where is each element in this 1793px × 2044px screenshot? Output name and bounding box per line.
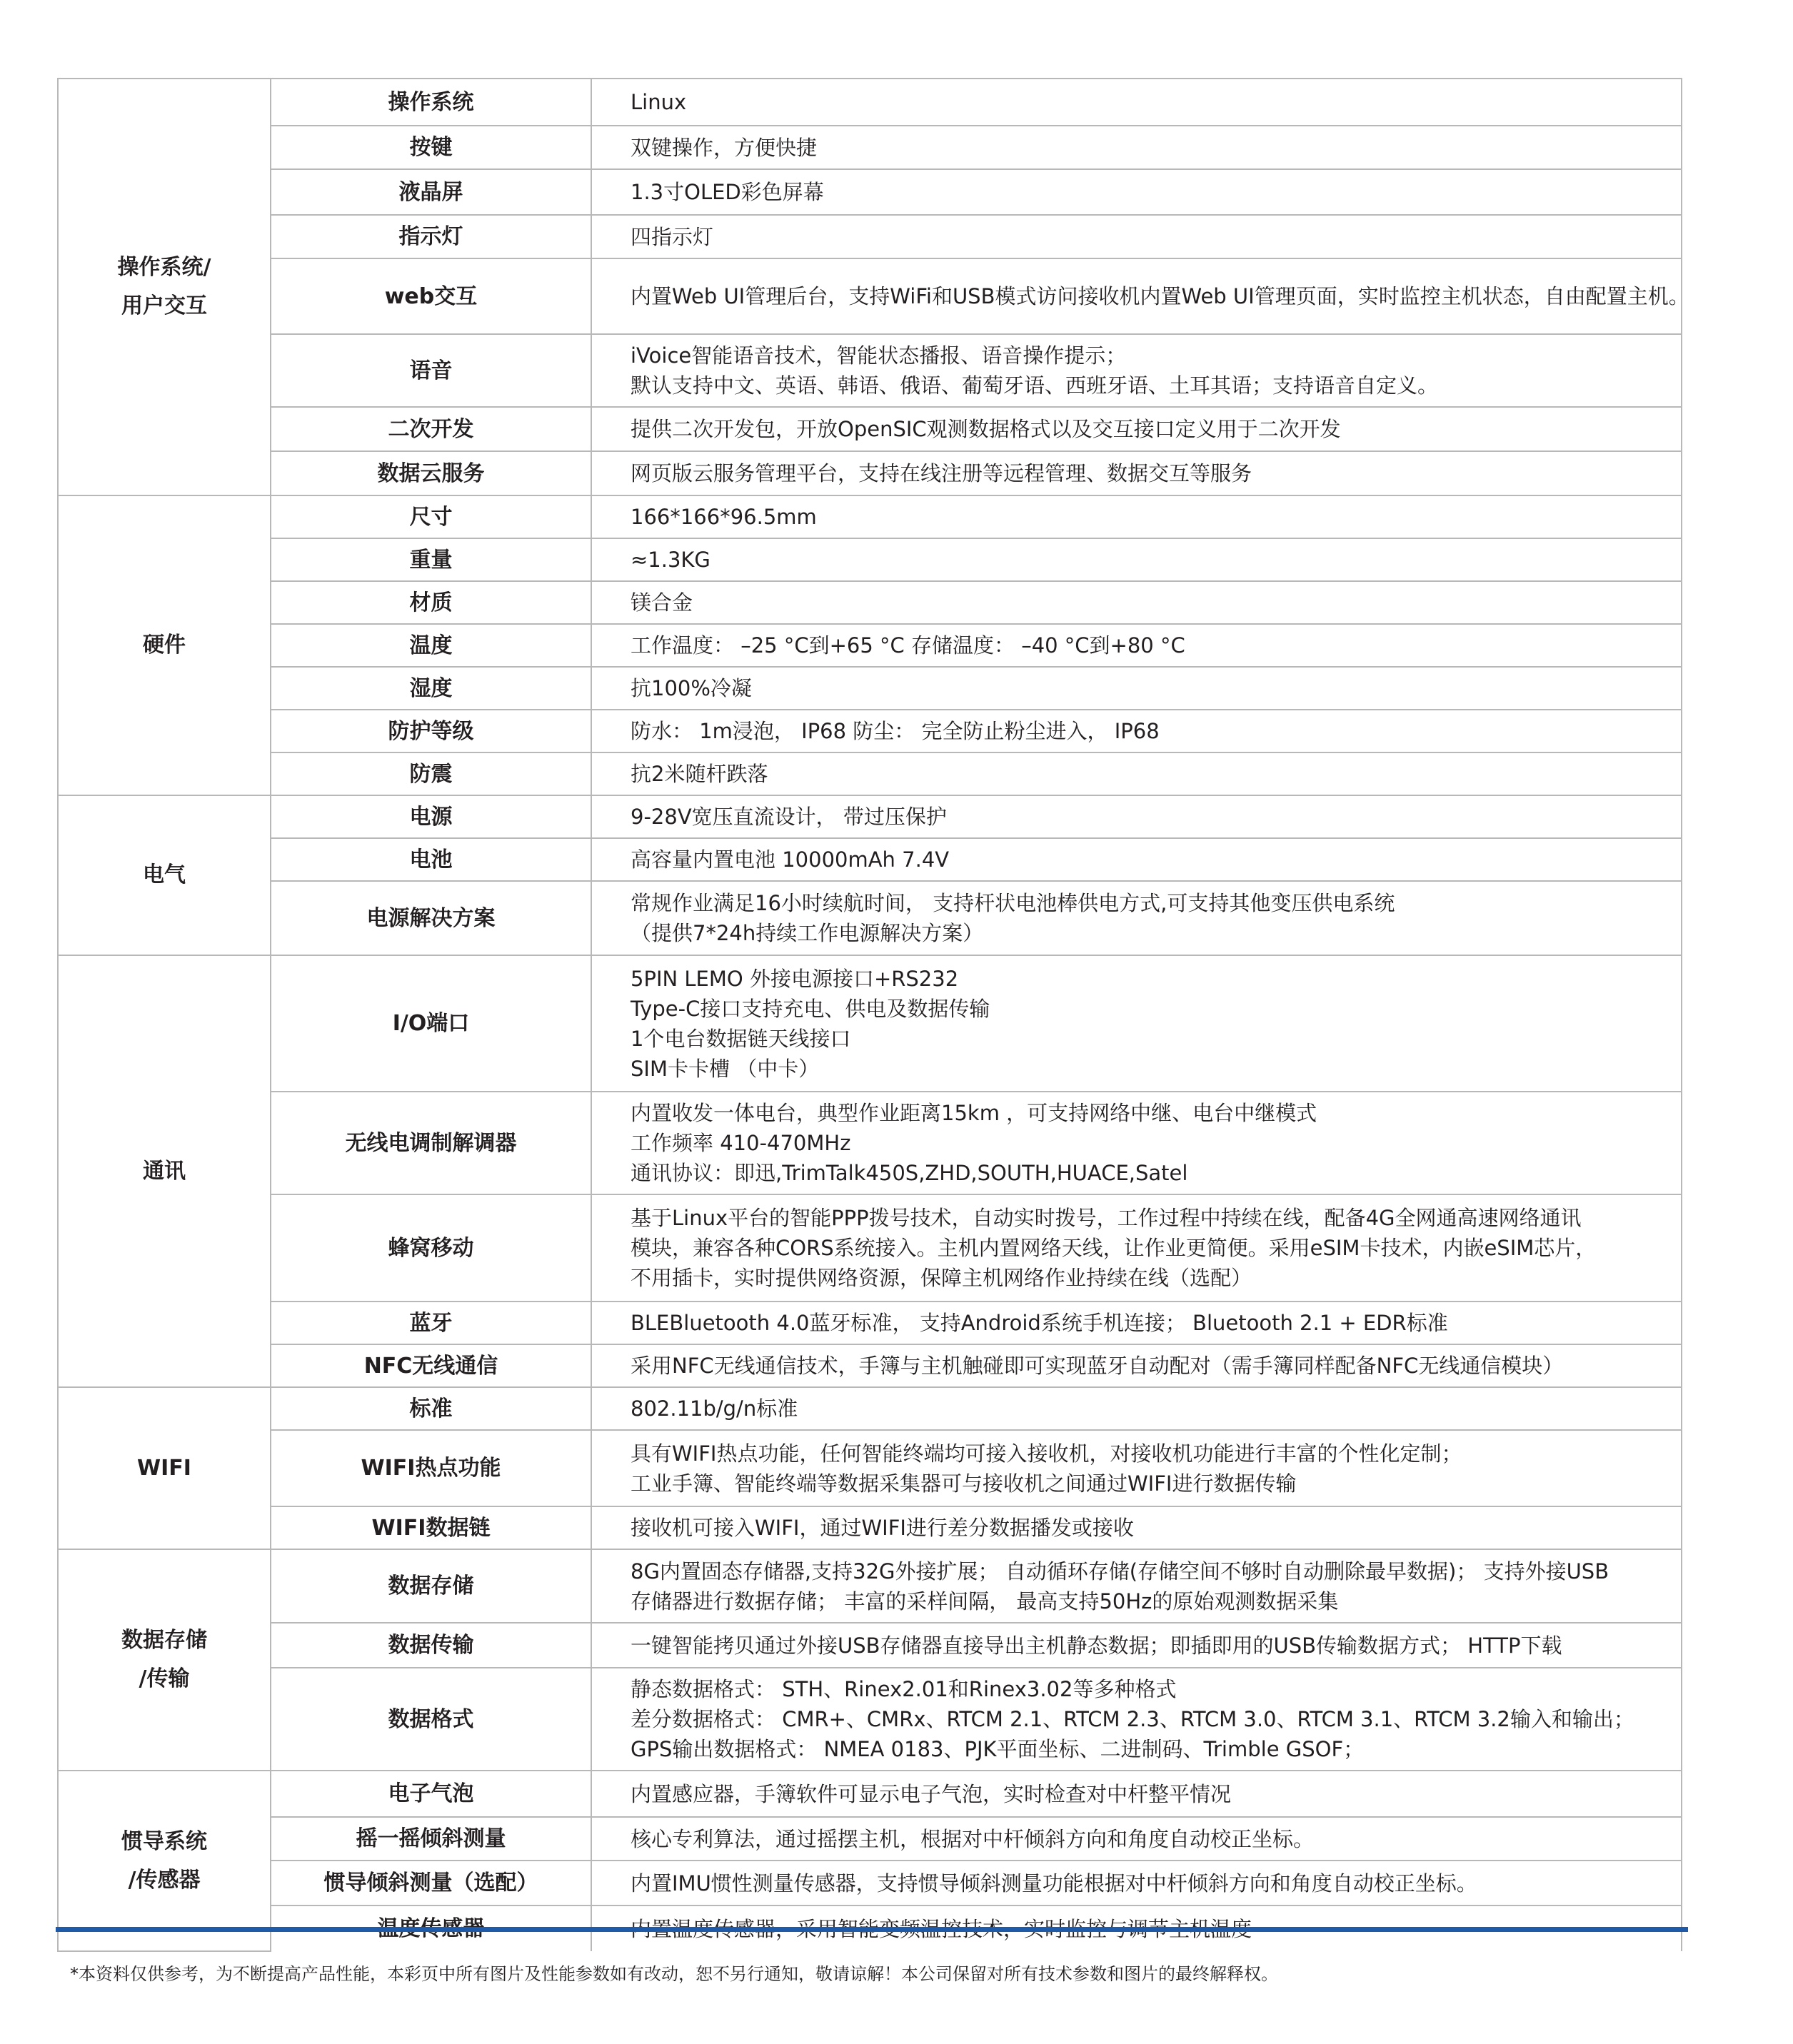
spec-category-label: WIFI xyxy=(137,1455,191,1481)
spec-category xyxy=(58,1549,271,1771)
spec-row xyxy=(58,838,1682,881)
spec-value xyxy=(591,215,1682,258)
spec-category xyxy=(58,495,271,795)
spec-value-line: 1.3寸OLED彩色屏幕 xyxy=(631,180,824,204)
spec-name xyxy=(271,451,591,495)
spec-name xyxy=(271,667,591,710)
spec-value-line: 内置感应器，手簿软件可显示电子气泡，实时检查对中杆整平情况 xyxy=(631,1781,1232,1806)
spec-name xyxy=(271,1302,591,1344)
spec-row xyxy=(58,1430,1682,1506)
spec-row xyxy=(58,1506,1682,1549)
spec-row xyxy=(58,1387,1682,1430)
spec-value xyxy=(591,1549,1682,1623)
spec-name xyxy=(271,1623,591,1668)
spec-name xyxy=(271,1344,591,1387)
spec-value xyxy=(591,258,1689,334)
spec-value-line: 接收机可接入WIFI，通过WIFI进行差分数据播发或接收 xyxy=(631,1516,1134,1540)
spec-row xyxy=(58,624,1682,667)
spec-name xyxy=(271,1430,591,1506)
spec-name xyxy=(271,795,591,838)
spec-table-body xyxy=(58,79,1689,1951)
spec-value-line: 防水： 1m浸泡， IP68 防尘： 完全防止粉尘进入， IP68 xyxy=(631,719,1160,743)
spec-value-line: 工作频率 410-470MHz xyxy=(631,1131,851,1155)
spec-value-line: 差分数据格式： CMR+、CMRx、RTCM 2.1、RTCM 2.3、RTCM 3.0、RTCM 3.1、RTCM 3.2输入和输出； xyxy=(631,1707,1634,1731)
spec-category xyxy=(58,1387,271,1549)
spec-value xyxy=(591,624,1682,667)
spec-name xyxy=(271,1092,591,1194)
spec-name-label: 电子气泡 xyxy=(388,1781,474,1806)
spec-row xyxy=(58,258,1682,334)
spec-name-label: 蜂窝移动 xyxy=(388,1235,474,1261)
spec-value xyxy=(591,1194,1682,1302)
spec-name xyxy=(271,495,591,538)
spec-value-line: 工作温度： –25 °C到+65 °C 存储温度： –40 °C到+80 °C xyxy=(631,633,1185,658)
spec-category-label: 通讯 xyxy=(143,1158,186,1184)
spec-name xyxy=(271,752,591,795)
spec-row xyxy=(58,581,1682,624)
spec-value xyxy=(591,538,1682,581)
spec-value xyxy=(591,667,1682,710)
spec-category-label: 操作系统/ 用户交互 xyxy=(117,255,211,318)
spec-category xyxy=(58,795,271,955)
spec-name xyxy=(271,1668,591,1771)
spec-value xyxy=(591,1344,1682,1387)
spec-category-label: 数据存储 /传输 xyxy=(121,1628,207,1691)
spec-value-line: ≈1.3KG xyxy=(631,548,710,572)
spec-name-label: 液晶屏 xyxy=(398,179,463,205)
spec-name xyxy=(271,881,591,955)
spec-row xyxy=(58,169,1682,215)
spec-name xyxy=(271,1506,591,1549)
spec-value-line: 高容量内置电池 10000mAh 7.4V xyxy=(631,847,950,872)
spec-name xyxy=(271,1194,591,1302)
spec-value xyxy=(591,795,1682,838)
spec-value xyxy=(591,169,1682,215)
spec-row xyxy=(58,795,1682,838)
spec-name xyxy=(271,126,591,169)
spec-name-label: 操作系统 xyxy=(388,89,474,115)
spec-name xyxy=(271,1387,591,1430)
spec-value xyxy=(591,710,1682,752)
spec-value xyxy=(591,881,1682,955)
spec-name-label: 惯导倾斜测量（选配） xyxy=(323,1871,538,1896)
spec-value xyxy=(591,1430,1682,1506)
spec-value xyxy=(591,334,1682,407)
spec-name xyxy=(271,955,591,1092)
spec-value-line: 抗100%冷凝 xyxy=(631,676,752,700)
spec-value-line: 通讯协议：即迅,TrimTalk450S,ZHD,SOUTH,HUACE,Satel xyxy=(631,1161,1188,1185)
spec-category xyxy=(58,955,271,1387)
spec-value-line: 8G内置固态存储器,支持32G外接扩展； 自动循环存储(存储空间不够时自动删除最早数据)； 支持外接USB xyxy=(631,1559,1609,1584)
spec-row xyxy=(58,752,1682,795)
spec-name-label: 摇一摇倾斜测量 xyxy=(356,1826,506,1851)
spec-name-label: 防护等级 xyxy=(388,718,474,744)
spec-value-line: 内置Web UI管理后台，支持WiFi和USB模式访问接收机内置Web UI管理页面，实时监控主机状态，自由配置主机。 xyxy=(631,284,1689,308)
spec-name xyxy=(271,1817,591,1861)
spec-value xyxy=(591,1861,1682,1905)
spec-name-label: 二次开发 xyxy=(388,416,474,442)
spec-name-label: 电源解决方案 xyxy=(366,905,496,931)
spec-row xyxy=(58,1344,1682,1387)
spec-name xyxy=(271,710,591,752)
spec-value-line: 5PIN LEMO 外接电源接口+RS232 xyxy=(631,966,959,991)
spec-value-line: 9-28V宽压直流设计， 带过压保护 xyxy=(631,805,947,829)
spec-row xyxy=(58,79,1682,126)
spec-value xyxy=(591,451,1682,495)
spec-value-line: GPS输出数据格式： NMEA 0183、PJK平面坐标、二进制码、Trimble GSOF； xyxy=(631,1737,1365,1761)
spec-value-line: 采用NFC无线通信技术，手簿与主机触碰即可实现蓝牙自动配对（需手簿同样配备NFC无线通信模块） xyxy=(631,1354,1564,1378)
spec-name-label: 蓝牙 xyxy=(409,1310,453,1336)
spec-value-line: 工业手簿、智能终端等数据采集器可与接收机之间通过WIFI进行数据传输 xyxy=(631,1471,1297,1496)
spec-value-line: 具有WIFI热点功能，任何智能终端均可接入接收机，对接收机功能进行丰富的个性化定制； xyxy=(631,1441,1462,1466)
spec-name-label: 按键 xyxy=(409,135,453,160)
spec-name-label: 电池 xyxy=(409,847,453,872)
spec-name xyxy=(271,79,591,126)
spec-value xyxy=(591,495,1682,538)
spec-row xyxy=(58,955,1682,1092)
spec-value-line: 常规作业满足16小时续航时间， 支持杆状电池棒供电方式,可支持其他变压供电系统 xyxy=(631,891,1395,915)
spec-row xyxy=(58,1771,1682,1817)
spec-row xyxy=(58,1549,1682,1623)
spec-name-label: 指示灯 xyxy=(398,224,463,249)
spec-value-line: 默认支持中文、英语、韩语、俄语、葡萄牙语、西班牙语、土耳其语；支持语音自定义。 xyxy=(631,373,1439,398)
spec-name-label: 语音 xyxy=(409,358,453,383)
spec-name-label: 数据云服务 xyxy=(377,460,485,486)
spec-name-label: 湿度 xyxy=(409,675,453,701)
spec-row xyxy=(58,334,1682,407)
disclaimer-note: *本资料仅供参考，为不断提高产品性能，本彩页中所有图片及性能参数如有改动，恕不另行通知，敬请谅解！本公司保留对所有技术参数和图片的最终解释权。 xyxy=(70,1964,1278,1984)
spec-name-label: 防震 xyxy=(409,761,453,787)
spec-name-label: web交互 xyxy=(384,283,478,309)
spec-row xyxy=(58,495,1682,538)
spec-value xyxy=(591,407,1682,451)
spec-name-label: WIFI热点功能 xyxy=(361,1456,501,1481)
spec-value-line: 模块，兼容各种CORS系统接入。主机内置网络天线，让作业更简便。采用eSIM卡技术，内嵌eSIM芯片， xyxy=(631,1236,1597,1260)
spec-value-line: 内置IMU惯性测量传感器，支持惯导倾斜测量功能根据对中杆倾斜方向和角度自动校正坐标。 xyxy=(631,1871,1477,1896)
spec-value-line: 166*166*96.5mm xyxy=(631,505,817,529)
spec-name-label: 标准 xyxy=(409,1396,453,1421)
spec-value-line: 四指示灯 xyxy=(631,224,714,249)
spec-name-label: 数据存储 xyxy=(388,1574,474,1599)
spec-value-line: 一键智能拷贝通过外接USB存储器直接导出主机静态数据；即插即用的USB传输数据方式； HTTP下载 xyxy=(631,1633,1562,1658)
spec-row xyxy=(58,407,1682,451)
spec-name xyxy=(271,169,591,215)
spec-name-label: 重量 xyxy=(409,547,453,573)
spec-name-label: WIFI数据链 xyxy=(371,1515,491,1541)
spec-category-label: 电气 xyxy=(143,862,186,887)
spec-row xyxy=(58,667,1682,710)
spec-value-line: 提供二次开发包，开放OpenSIC观测数据格式以及交互接口定义用于二次开发 xyxy=(631,417,1341,441)
spec-value xyxy=(591,838,1682,881)
spec-value-line: iVoice智能语音技术，智能状态播报、语音操作提示； xyxy=(631,343,1127,368)
spec-row xyxy=(58,1668,1682,1771)
spec-row xyxy=(58,538,1682,581)
spec-value xyxy=(591,1817,1682,1861)
spec-value-line: 存储器进行数据存储； 丰富的采样间隔， 最高支持50Hz的原始观测数据采集 xyxy=(631,1589,1339,1613)
spec-value-line: 静态数据格式： STH、Rinex2.01和Rinex3.02等多种格式 xyxy=(631,1677,1177,1701)
spec-value-line: 802.11b/g/n标准 xyxy=(631,1396,798,1421)
spec-row xyxy=(58,1817,1682,1861)
spec-name-label: 无线电调制解调器 xyxy=(345,1130,517,1156)
spec-name-label: 尺寸 xyxy=(409,504,453,530)
spec-value-line: BLEBluetooth 4.0蓝牙标准， 支持Android系统手机连接； Bluetooth 2.1 + EDR标准 xyxy=(631,1311,1448,1335)
spec-name xyxy=(271,1549,591,1623)
spec-value-line: 镁合金 xyxy=(631,590,693,615)
spec-name-label: 材质 xyxy=(409,590,453,615)
spec-row xyxy=(58,215,1682,258)
spec-row xyxy=(58,451,1682,495)
bottom-accent-rule xyxy=(56,1927,1688,1932)
spec-value-line: 网页版云服务管理平台，支持在线注册等远程管理、数据交互等服务 xyxy=(631,461,1252,485)
spec-category xyxy=(58,1771,271,1951)
spec-category-label: 惯导系统 /传感器 xyxy=(121,1828,207,1893)
spec-value xyxy=(591,1668,1682,1771)
spec-category-label: 硬件 xyxy=(143,633,186,658)
spec-row xyxy=(58,710,1682,752)
spec-value xyxy=(591,1623,1682,1668)
spec-name-label: 数据格式 xyxy=(388,1706,474,1732)
spec-name xyxy=(271,258,591,334)
spec-value xyxy=(591,126,1682,169)
spec-value-line: 1个电台数据链天线接口 xyxy=(631,1026,851,1051)
spec-value-line: Linux xyxy=(631,90,687,114)
spec-value xyxy=(591,1506,1682,1549)
spec-name-label: I/O端口 xyxy=(392,1011,470,1036)
spec-value-line: 不用插卡，实时提供网络资源，保障主机网络作业持续在线（选配） xyxy=(631,1266,1252,1290)
spec-row xyxy=(58,881,1682,955)
spec-value-line: SIM卡卡槽 （中卡） xyxy=(631,1056,820,1081)
spec-value-line: 基于Linux平台的智能PPP拨号技术，自动实时拨号，工作过程中持续在线，配备4G全网通高速网络通讯 xyxy=(631,1206,1582,1230)
spec-value xyxy=(591,1771,1682,1817)
spec-name-label: NFC无线通信 xyxy=(363,1353,498,1379)
spec-value xyxy=(591,955,1682,1092)
spec-value xyxy=(591,752,1682,795)
spec-value xyxy=(591,1302,1682,1344)
spec-value-line: 抗2米随杆跌落 xyxy=(631,762,768,786)
spec-row xyxy=(58,1092,1682,1194)
spec-name-label: 温度 xyxy=(409,633,453,658)
spec-name xyxy=(271,624,591,667)
spec-name xyxy=(271,538,591,581)
spec-row xyxy=(58,1623,1682,1668)
spec-value xyxy=(591,581,1682,624)
spec-value-line: （提供7*24h持续工作电源解决方案） xyxy=(631,921,984,945)
spec-value-line: 内置收发一体电台，典型作业距离15km ，可支持网络中继、电台中继模式 xyxy=(631,1101,1317,1125)
spec-name xyxy=(271,1861,591,1905)
spec-value xyxy=(591,79,1682,126)
spec-category xyxy=(58,79,271,495)
spec-value-line: Type-C接口支持充电、供电及数据传输 xyxy=(631,996,990,1021)
spec-value-line: 核心专利算法，通过摇摆主机，根据对中杆倾斜方向和角度自动校正坐标。 xyxy=(631,1826,1315,1851)
spec-value-line: 双键操作，方便快捷 xyxy=(631,135,818,160)
spec-table xyxy=(57,78,1689,1952)
spec-name-label: 电源 xyxy=(409,804,453,830)
spec-name xyxy=(271,1771,591,1817)
spec-row xyxy=(58,126,1682,169)
spec-name-label: 数据传输 xyxy=(388,1633,474,1658)
spec-name xyxy=(271,838,591,881)
spec-name xyxy=(271,215,591,258)
spec-value xyxy=(591,1387,1682,1430)
spec-name xyxy=(271,581,591,624)
spec-row xyxy=(58,1194,1682,1302)
spec-name xyxy=(271,407,591,451)
spec-row xyxy=(58,1302,1682,1344)
spec-name xyxy=(271,334,591,407)
spec-row xyxy=(58,1861,1682,1905)
spec-value xyxy=(591,1092,1682,1194)
